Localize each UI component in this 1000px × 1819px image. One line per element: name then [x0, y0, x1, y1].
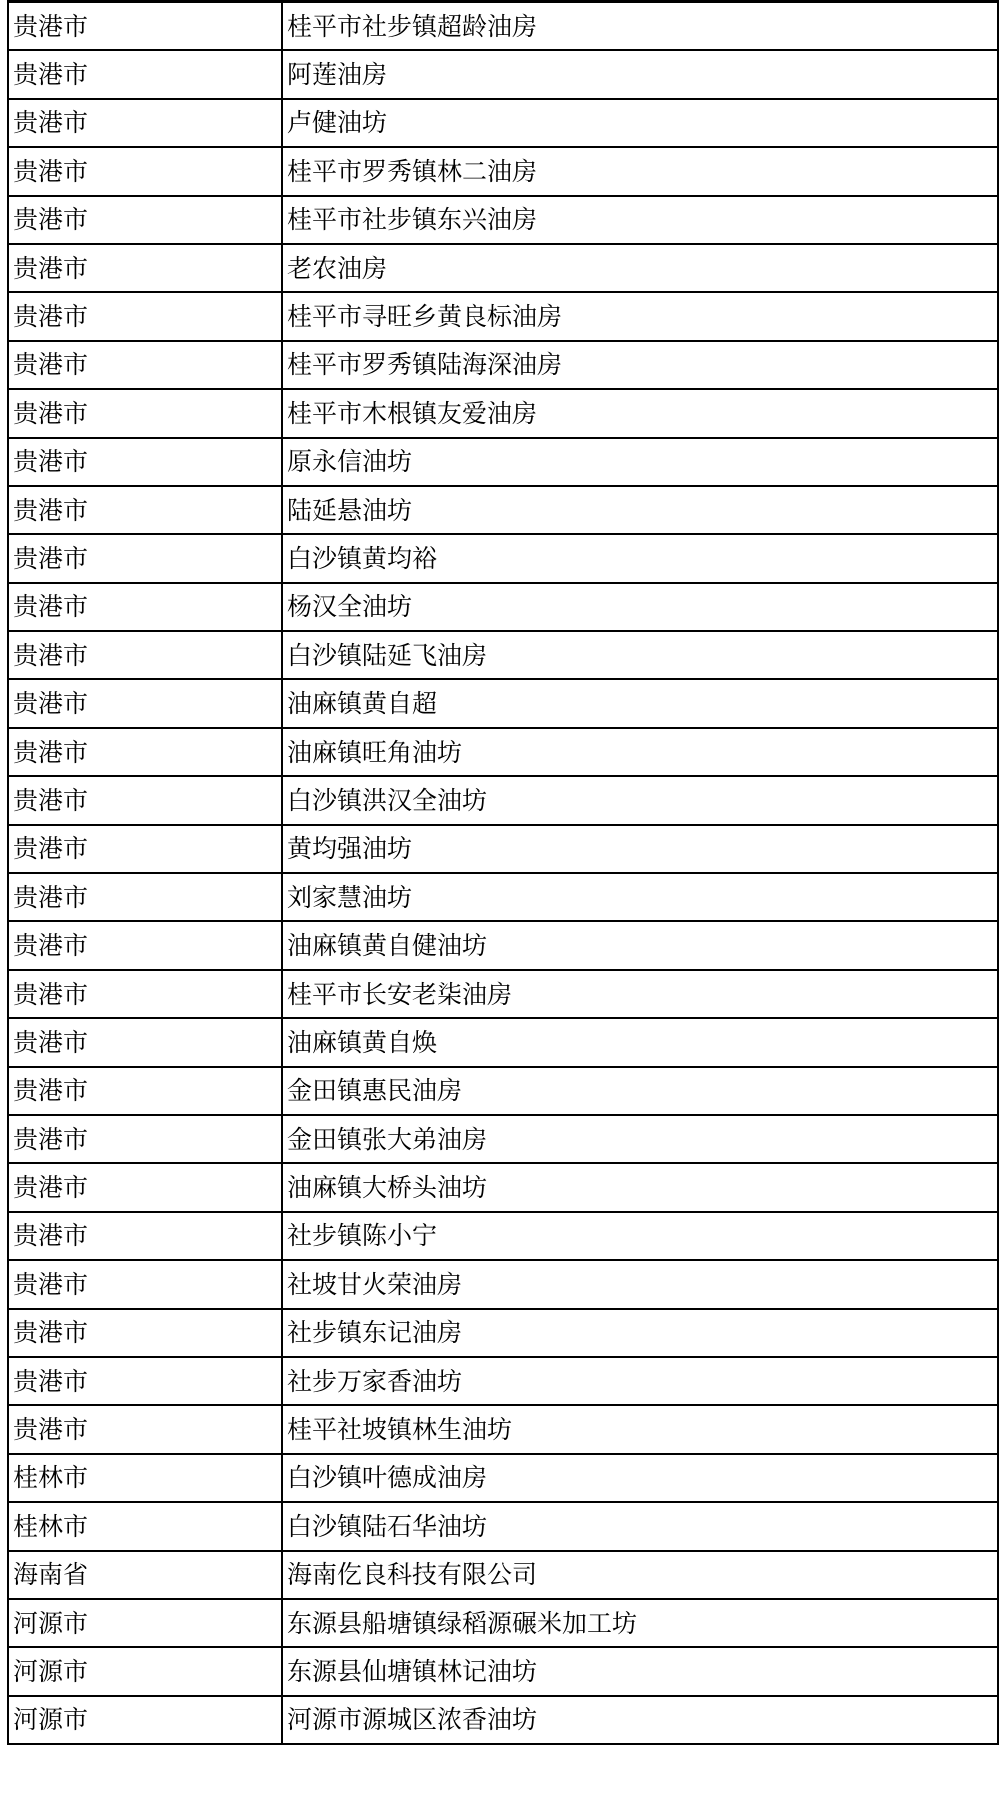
name-cell: 社坡甘火荣油房: [282, 1260, 998, 1308]
name-cell: 白沙镇洪汉全油坊: [282, 776, 998, 824]
table-row: [8, 1212, 998, 1260]
region-cell: 河源市: [8, 1647, 282, 1695]
region-cell: 贵港市: [8, 1115, 282, 1163]
table-row: [8, 873, 998, 921]
name-cell: 桂平市罗秀镇陆海深油房: [282, 341, 998, 389]
name-cell: 社步镇东记油房: [282, 1309, 998, 1357]
name-cell: 油麻镇黄自健油坊: [282, 921, 998, 969]
region-cell: 贵港市: [8, 1405, 282, 1453]
table-row: [8, 921, 998, 969]
table-row: [8, 486, 998, 534]
table-body: [8, 2, 998, 1745]
region-cell: 河源市: [8, 1696, 282, 1744]
region-cell: 河源市: [8, 1599, 282, 1647]
region-cell: 贵港市: [8, 1309, 282, 1357]
region-cell: 贵港市: [8, 631, 282, 679]
name-cell: 桂平市社步镇东兴油房: [282, 196, 998, 244]
name-cell: 卢健油坊: [282, 99, 998, 147]
table-row: [8, 389, 998, 437]
region-cell: 桂林市: [8, 1454, 282, 1502]
table-row: [8, 2, 998, 51]
region-cell: 贵港市: [8, 873, 282, 921]
name-cell: 杨汉全油坊: [282, 583, 998, 631]
table-row: [8, 1502, 998, 1550]
table-row: [8, 1405, 998, 1453]
table-row: [8, 1647, 998, 1695]
table-row: [8, 534, 998, 582]
region-cell: 贵港市: [8, 2, 282, 51]
name-cell: 油麻镇旺角油坊: [282, 728, 998, 776]
table-row: [8, 1260, 998, 1308]
region-cell: 贵港市: [8, 292, 282, 340]
table-row: [8, 825, 998, 873]
region-cell: 贵港市: [8, 147, 282, 195]
name-cell: 陆延悬油坊: [282, 486, 998, 534]
table-row: [8, 341, 998, 389]
name-cell: 原永信油坊: [282, 438, 998, 486]
region-cell: 贵港市: [8, 196, 282, 244]
region-cell: 贵港市: [8, 389, 282, 437]
table-row: [8, 631, 998, 679]
region-cell: 贵港市: [8, 679, 282, 727]
name-cell: 东源县仙塘镇林记油坊: [282, 1647, 998, 1695]
table-row: [8, 1454, 998, 1502]
name-cell: 金田镇张大弟油房: [282, 1115, 998, 1163]
table-row: [8, 1309, 998, 1357]
region-cell: 贵港市: [8, 1357, 282, 1405]
name-cell: 阿莲油房: [282, 50, 998, 98]
region-cell: 贵港市: [8, 1067, 282, 1115]
region-cell: 贵港市: [8, 921, 282, 969]
table-row: [8, 1163, 998, 1211]
name-cell: 白沙镇陆延飞油房: [282, 631, 998, 679]
name-cell: 桂平市长安老柒油房: [282, 970, 998, 1018]
name-cell: 东源县船塘镇绿稻源碾米加工坊: [282, 1599, 998, 1647]
name-cell: 桂平社坡镇林生油坊: [282, 1405, 998, 1453]
name-cell: 白沙镇叶德成油房: [282, 1454, 998, 1502]
data-table: [7, 0, 999, 1745]
region-cell: 贵港市: [8, 970, 282, 1018]
table-row: [8, 244, 998, 292]
region-cell: 贵港市: [8, 1260, 282, 1308]
name-cell: 油麻镇大桥头油坊: [282, 1163, 998, 1211]
table-row: [8, 728, 998, 776]
region-cell: 贵港市: [8, 99, 282, 147]
table-row: [8, 50, 998, 98]
table-row: [8, 1067, 998, 1115]
table-row: [8, 1551, 998, 1599]
region-cell: 贵港市: [8, 486, 282, 534]
region-cell: 贵港市: [8, 776, 282, 824]
name-cell: 老农油房: [282, 244, 998, 292]
name-cell: 白沙镇陆石华油坊: [282, 1502, 998, 1550]
region-cell: 贵港市: [8, 438, 282, 486]
region-cell: 贵港市: [8, 244, 282, 292]
region-cell: 贵港市: [8, 1018, 282, 1066]
table-row: [8, 438, 998, 486]
region-cell: 贵港市: [8, 728, 282, 776]
table-row: [8, 292, 998, 340]
name-cell: 桂平市木根镇友爱油房: [282, 389, 998, 437]
name-cell: 桂平市罗秀镇林二油房: [282, 147, 998, 195]
name-cell: 社步万家香油坊: [282, 1357, 998, 1405]
region-cell: 桂林市: [8, 1502, 282, 1550]
name-cell: 河源市源城区浓香油坊: [282, 1696, 998, 1744]
table-row: [8, 147, 998, 195]
name-cell: 金田镇惠民油房: [282, 1067, 998, 1115]
name-cell: 油麻镇黄自焕: [282, 1018, 998, 1066]
table-row: [8, 1018, 998, 1066]
region-cell: 贵港市: [8, 825, 282, 873]
name-cell: 社步镇陈小宁: [282, 1212, 998, 1260]
region-cell: 贵港市: [8, 50, 282, 98]
name-cell: 油麻镇黄自超: [282, 679, 998, 727]
table-row: [8, 776, 998, 824]
table-row: [8, 1357, 998, 1405]
table-row: [8, 1599, 998, 1647]
region-cell: 海南省: [8, 1551, 282, 1599]
table-row: [8, 99, 998, 147]
region-cell: 贵港市: [8, 534, 282, 582]
name-cell: 桂平市寻旺乡黄良标油房: [282, 292, 998, 340]
name-cell: 黄均强油坊: [282, 825, 998, 873]
region-cell: 贵港市: [8, 1163, 282, 1211]
region-cell: 贵港市: [8, 341, 282, 389]
table-row: [8, 1115, 998, 1163]
table-row: [8, 679, 998, 727]
table-row: [8, 970, 998, 1018]
region-cell: 贵港市: [8, 583, 282, 631]
name-cell: 桂平市社步镇超龄油房: [282, 2, 998, 51]
table-row: [8, 1696, 998, 1744]
table-row: [8, 196, 998, 244]
name-cell: 刘家慧油坊: [282, 873, 998, 921]
table-row: [8, 583, 998, 631]
name-cell: 海南仡良科技有限公司: [282, 1551, 998, 1599]
name-cell: 白沙镇黄均裕: [282, 534, 998, 582]
data-table-container: [7, 0, 997, 1745]
region-cell: 贵港市: [8, 1212, 282, 1260]
